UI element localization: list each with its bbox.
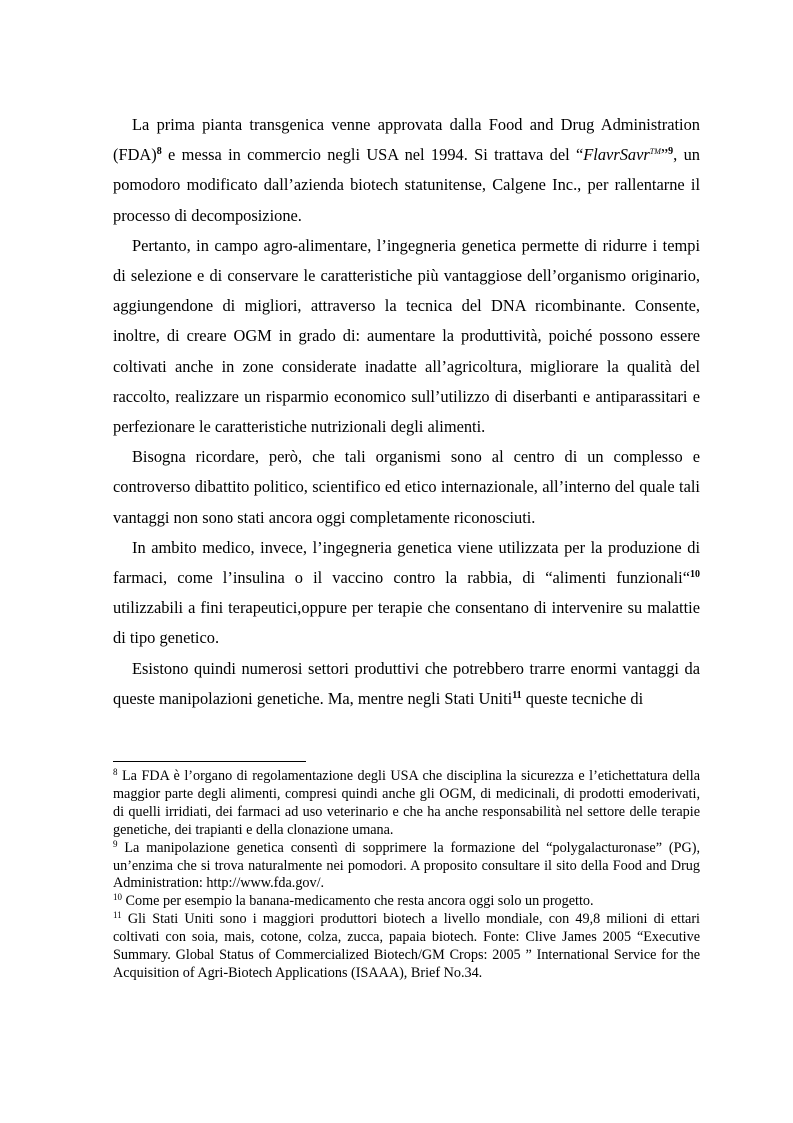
footnote-11 — [113, 911, 700, 983]
product-name: FlavrSavr — [583, 145, 650, 165]
footnote-number: 11 — [113, 910, 122, 921]
paragraph-text: utilizzabili a fini terapeutici,oppure per terapie che consentano di intervenire su malattie di tipo genetico. — [113, 598, 700, 648]
footnote-number: 9 — [113, 838, 118, 849]
trademark-mark: TM — [649, 147, 661, 157]
footnotes-section — [113, 761, 700, 983]
paragraph-1 — [113, 110, 700, 231]
paragraph-text: Esistono quindi numerosi settori produttivi che potrebbero trarre enormi vantaggi da queste manipolazioni genetiche. Ma, mentre negli Stati Uniti — [113, 658, 700, 708]
main-text — [113, 110, 700, 714]
paragraph-text: ” — [660, 145, 669, 165]
footnote-ref-8[interactable]: 8 — [156, 146, 162, 158]
footnote-number: 8 — [113, 767, 118, 777]
footnote-text: Come per esempio la banana-medicamento che resta ancora oggi solo un progetto. — [122, 893, 594, 910]
paragraph-4 — [113, 533, 700, 654]
footnote-text: La manipolazione genetica consentì di sopprimere la formazione del “polygalacturonase” (PG), un’enzima che si trova naturalmente nei pomodori. A proposito consultare il sito della Food and Drug Administration: http://www.fda.gov/. — [113, 839, 700, 892]
footnote-ref-10[interactable]: 10 — [690, 569, 700, 581]
footnote-text: Gli Stati Uniti sono i maggiori produttori biotech a livello mondiale, con 49,8 milioni di ettari coltivati con soia, mais, cotone, colza, zucca, papaia biotech. Fonte: Clive James 2005 “Executive Summary. Global Status of Commercialized Biotech/GM Crops: 2005 ” International Service for the Acquisition of Agri-Biotech Applications (ISAAA), Brief No.34. — [113, 911, 700, 981]
paragraph-text: La prima pianta transgenica venne approvata dalla Food and Drug Administration (FDA) — [113, 115, 700, 165]
footnote-number: 10 — [113, 892, 122, 903]
footnote-ref-11[interactable]: 11 — [512, 689, 522, 701]
paragraph-5 — [113, 654, 700, 714]
paragraph-text: e messa in commercio negli USA nel 1994. Si trattava del “ — [161, 145, 584, 165]
paragraph-3: Bisogna ricordare, però, che tali organismi sono al centro di un complesso e controverso dibattito politico, scientifico ed etico internazionale, all’interno del quale tali vantaggi non sono stati ancora oggi completamente riconosciuti. — [113, 447, 700, 527]
paragraph-text: , un pomodoro modificato dall’azienda biotech statunitense, Calgene Inc., per rallentarne il processo di decomposizione. — [113, 145, 700, 225]
footnote-9 — [113, 840, 700, 894]
footnote-ref-9[interactable]: 9 — [668, 146, 674, 158]
footnote-divider — [113, 761, 306, 762]
footnote-10 — [113, 893, 700, 911]
paragraph-2: Pertanto, in campo agro-alimentare, l’ingegneria genetica permette di ridurre i tempi di selezione e di conservare le caratteristiche più vantaggiose dell’organismo originario, aggiungendone di migliori, attraverso la tecnica del DNA ricombinante. Consente, inoltre, di creare OGM in grado di: aumentare la produttività, poiché possono essere coltivati anche in zone considerate inadatte all’agricoltura, migliorare la qualità del raccolto, realizzare un risparmio economico sull’utilizzo di diserbanti e antiparassitari e perfezionare le caratteristiche nutrizionali degli alimenti. — [113, 235, 700, 437]
paragraph-text: In ambito medico, invece, l’ingegneria genetica viene utilizzata per la produzione di farmaci, come l’insulina o il vaccino contro la rabbia, di “alimenti funzionali“ — [113, 537, 700, 588]
paragraph-text: queste tecniche di — [521, 688, 644, 708]
footnote-8 — [113, 768, 700, 840]
footnote-text: La FDA è l’organo di regolamentazione degli USA che disciplina la sicurezza e l’etichettatura della maggior parte degli alimenti, compresi quindi anche gli OGM, di medicinali, di prodotti emoderivati, di quelli irridiati, dei farmaci ad uso veterinario e che ha anche responsabilità nel settore delle terapie genetiche, dei trapianti e della clonazione umana. — [113, 768, 700, 838]
